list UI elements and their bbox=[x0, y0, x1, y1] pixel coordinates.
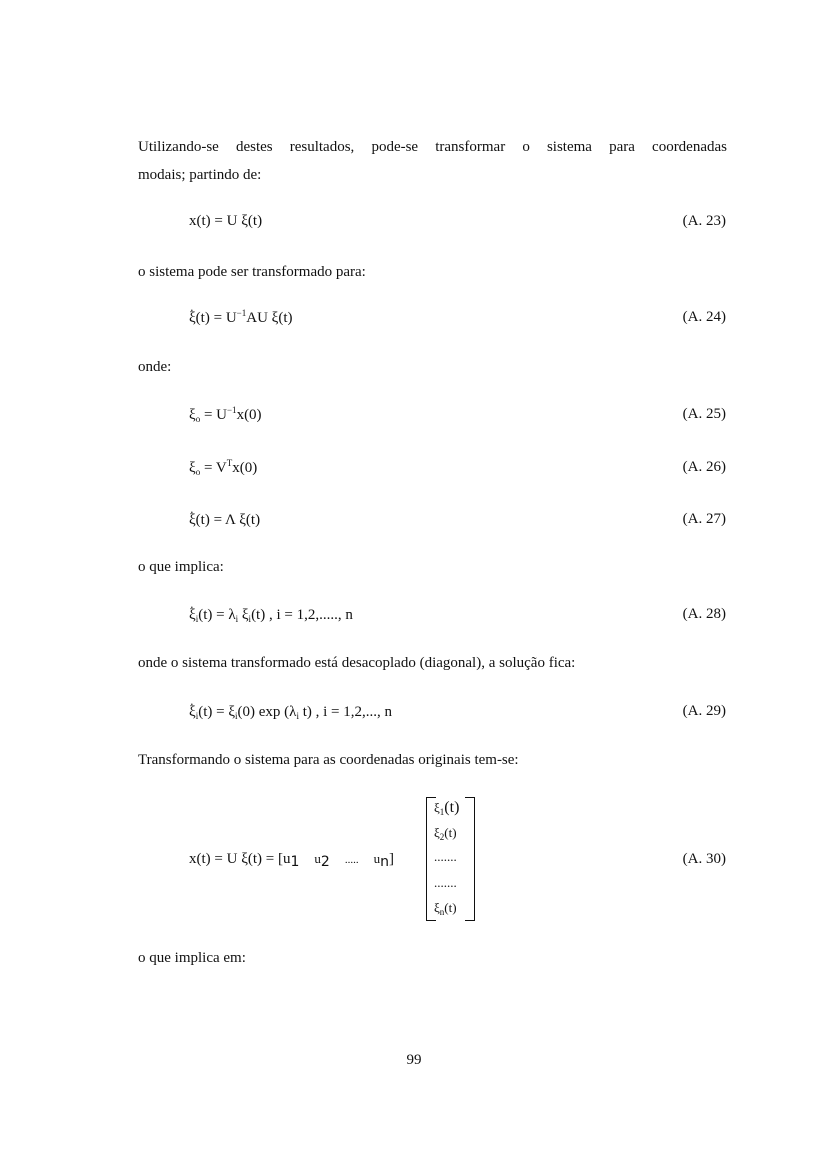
equation-number-a30: (A. 30) bbox=[682, 851, 726, 867]
page-number: 99 bbox=[406, 1052, 422, 1068]
equation-number-a27: (A. 27) bbox=[682, 511, 726, 527]
equation-a23: x(t) = U ξ(t) bbox=[189, 213, 263, 229]
equation-a29: ․ $\xi_i(t) = \xi_i(0)$ $\exp (\lambda_i$ t) , i = 1,2,..., n bbox=[189, 704, 392, 721]
equation-number-a28: (A. 28) bbox=[682, 606, 726, 622]
equation-number-a25: (A. 25) bbox=[682, 406, 726, 422]
vector-entry-2: $\xi_2(t)$ bbox=[434, 825, 457, 842]
text-after-a24: onde: bbox=[138, 359, 172, 375]
equation-number-a23: (A. 23) bbox=[682, 213, 726, 229]
equation-a28: ․ $\xi_i(t) = \lambda_i$ $\xi_i(t)$ , i = 1,2,....., n bbox=[189, 607, 353, 624]
equation-a25: $\xi_o = U^{-1}x(0)$ bbox=[189, 405, 262, 424]
equation-a26: $\xi_o = V^Tx(0)$ bbox=[189, 458, 258, 477]
text-after-a23: o sistema pode ser transformado para: bbox=[138, 264, 366, 280]
matrix-right-bracket bbox=[465, 797, 475, 921]
paragraph-line-2: modais; partindo de: bbox=[138, 167, 262, 183]
equation-a30: x(t) = U ξ(t) = [u1 u2 ..... un] bbox=[189, 851, 394, 870]
vector-entry-5: $\xi_n(t)$ bbox=[434, 900, 457, 917]
vector-entry-3: ....... bbox=[434, 849, 457, 864]
text-after-a28: onde o sistema transformado está desacoplado (diagonal), a solução fica: bbox=[138, 655, 576, 671]
equation-a27: ․ ξ(t) = Λ ξ(t) bbox=[189, 512, 260, 529]
text-after-a30: o que implica em: bbox=[138, 950, 246, 966]
equation-a24: ․ $\xi(t) = U^{-1}AU$ ξ(t) bbox=[189, 310, 293, 327]
equation-number-a24: (A. 24) bbox=[682, 309, 726, 325]
vector-entry-4: ....... bbox=[434, 875, 457, 890]
vector-entry-1: $\xi_1(t)$ bbox=[434, 799, 460, 817]
paragraph-line-1: Utilizando-se destes resultados, pode-se transformar o sistema para coordenadas bbox=[138, 139, 727, 155]
text-after-a29: Transformando o sistema para as coordenadas originais tem-se: bbox=[138, 752, 519, 768]
equation-number-a26: (A. 26) bbox=[682, 459, 726, 475]
text-after-a27: o que implica: bbox=[138, 559, 224, 575]
equation-number-a29: (A. 29) bbox=[682, 703, 726, 719]
